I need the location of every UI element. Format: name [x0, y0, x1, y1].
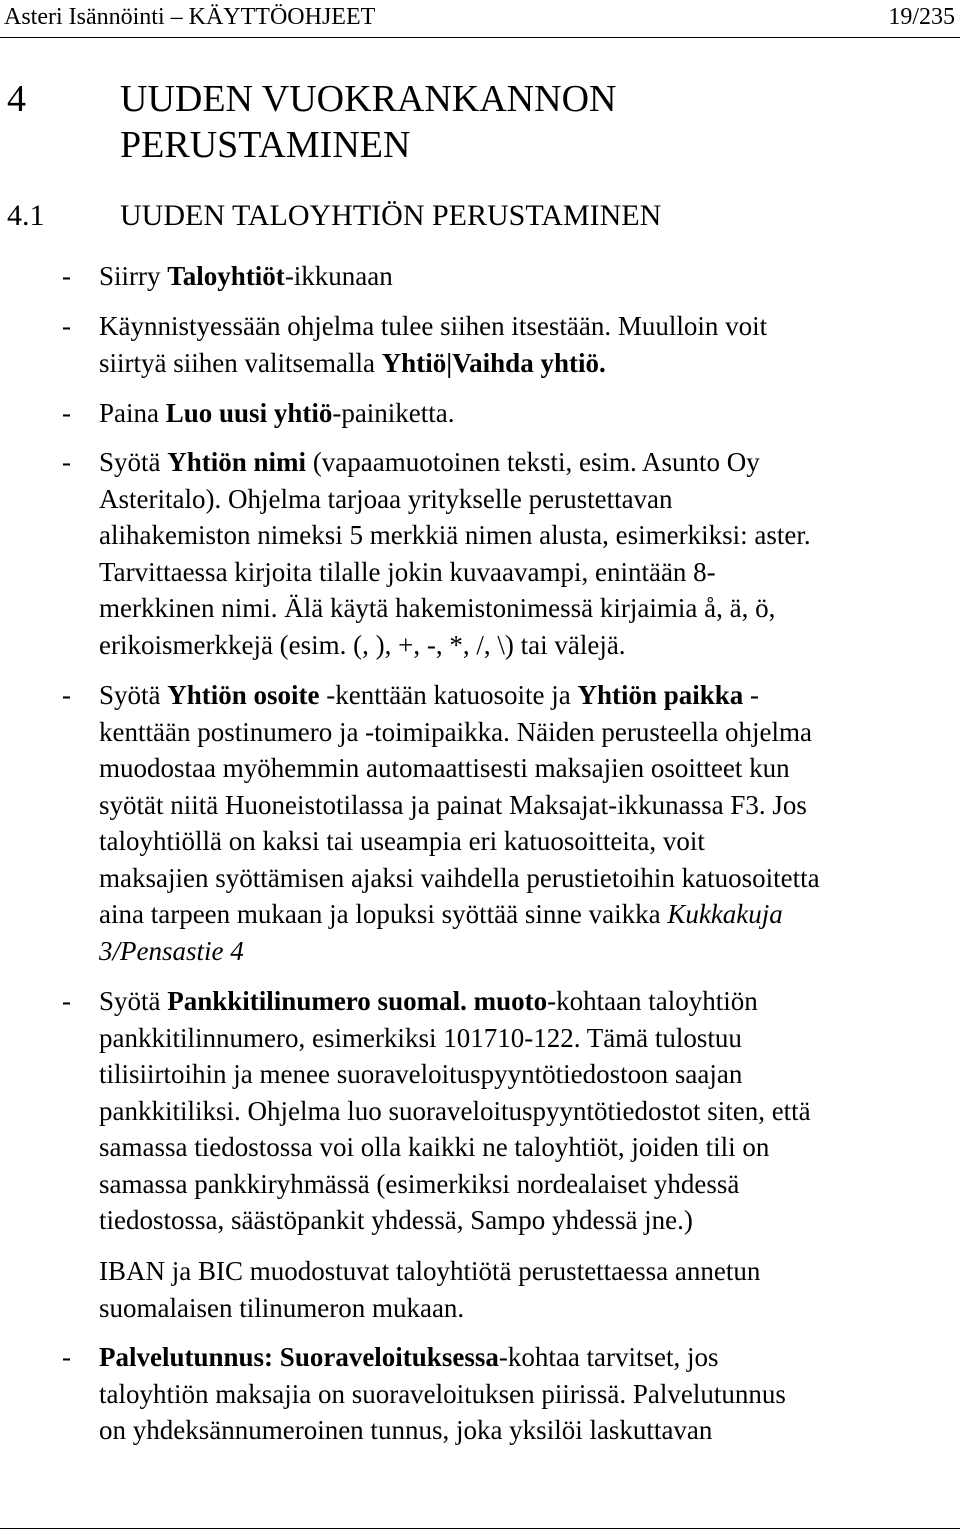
list-item-pankkitili: - Syötä Pankkitilinumero suomal. muoto-kohtaan taloyhtiön pankkitilinnumero, esimerkiksi 101710-122. Tämä tulostuu tilisiirtoihin ja menee suoraveloituspyyntötiedostoon saajan pankkitiliksi. Ohjelma luo suoraveloituspyyntötiedostot siten, että samassa tiedostossa voi olla kaikki ne taloyhtiöt, joiden tili on samassa pankkiryhmässä (esimerkiksi nordealaiset yhdessä tiedostossa, säästöpankit yhdessä, Sampo yhdessä jne.) [99, 983, 959, 1239]
list-item-palvelutunnus: - Palvelutunnus: Suoraveloituksessa-kohtaa tarvitset, jos taloyhtiön maksajia on suoraveloituksen piirissä. Palvelutunnus on yhdeksännumeroinen tunnus, joka yksilöi laskuttavan [99, 1339, 959, 1449]
chapter-number: 4 [7, 78, 26, 120]
page-header [0, 0, 960, 38]
bullet-dash: - [62, 311, 71, 341]
section-title: UUDEN TALOYHTIÖN PERUSTAMINEN [120, 199, 662, 232]
footer-divider [0, 1528, 960, 1529]
section-number: 4.1 [7, 199, 45, 232]
list-item-yhtion-osoite: - Syötä Yhtiön osoite -kenttään katuosoite ja Yhtiön paikka - kenttään postinumero ja -toimipaikka. Näiden perusteella ohjelma muodostaa myöhemmin automaattisesti maksajien osoitteet kun syötät niitä Huoneistotilassa ja painat Maksajat-ikkunassa F3. Jos taloyhtiöllä on kaksi tai useampia eri katuosoitteita, voit maksajien syöttämisen ajaksi vaihdella perustietoihin katuosoitetta aina tarpeen mukaan ja lopuksi syöttää sinne vaikka Kukkakuja 3/Pensastie 4 [99, 677, 959, 969]
chapter-title: UUDEN VUOKRANKANNON PERUSTAMINEN [120, 78, 617, 166]
list-item-taloyhtiot: - Siirry Taloyhtiöt-ikkunaan [99, 258, 959, 295]
list-item-luo-uusi: - Paina Luo uusi yhtiö-painiketta. [99, 395, 959, 432]
bullet-dash: - [62, 447, 71, 477]
list-item-kaynnistys: - Käynnistyessään ohjelma tulee siihen itsestään. Muulloin voit siirtyä siihen valitsemalla Yhtiö|Vaihda yhtiö. [99, 308, 959, 381]
bullet-dash: - [62, 1342, 71, 1372]
list-item-yhtion-nimi: - Syötä Yhtiön nimi (vapaamuotoinen teksti, esim. Asunto Oy Asteritalo). Ohjelma tarjoaa yritykselle perustettavan alihakemiston nimeksi 5 merkkiä nimen alusta, esimerkiksi: aster. Tarvittaessa kirjoita tilalle jokin kuvaavampi, enintään 8- merkkinen nimi. Älä käytä hakemistonimessä kirjaimia å, ä, ö, erikoismerkkejä (esim. (, ), +, -, *, /, \) tai välejä. [99, 444, 959, 663]
bullet-dash: - [62, 680, 71, 710]
page-number: 19/235 [888, 4, 955, 30]
iban-paragraph: IBAN ja BIC muodostuvat taloyhtiötä perustettaessa annetun suomalaisen tilinumeron mukaan. [99, 1256, 761, 1323]
bullet-dash: - [62, 986, 71, 1016]
header-divider [0, 37, 960, 38]
document-title: Asteri Isännöinti – KÄYTTÖOHJEET [4, 4, 376, 30]
bullet-dash: - [62, 398, 71, 428]
bullet-dash: - [62, 261, 71, 291]
